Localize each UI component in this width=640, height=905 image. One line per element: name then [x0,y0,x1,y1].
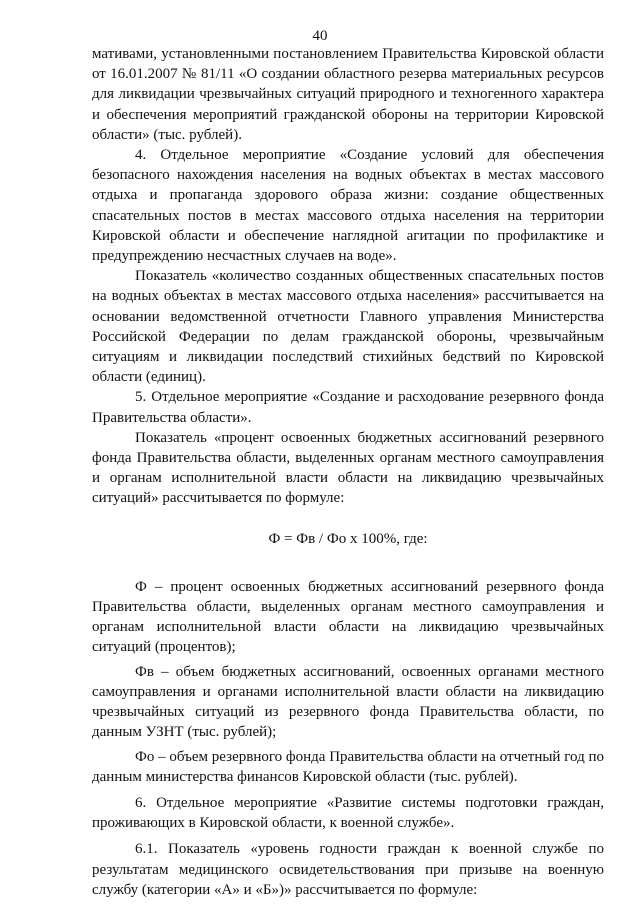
paragraph-indicator-rescue-posts: Показатель «количество созданных общественных спасательных постов на водных объектах в местах массового отдыха населения» рассчитывается на основании ведомственной отчетности Главного управления Министерства Российской Федерации по делам гражданской обороны, чрезвычайным ситуациям и ликвидации последствий стихийных бедствий по Кировской области (единиц). [92,268,604,386]
paragraph-measure-6: 6. Отдельное мероприятие «Развитие системы подготовки граждан, проживающих в Кировской области, к военной службе». [92,794,604,832]
paragraph-indicator-6-1: 6.1. Показатель «уровень годности граждан к военной службе по результатам медицинского освидетельствования при призыве на военную службу (категории «А» и «Б»)» рассчитывается по формуле: [92,841,604,898]
paragraph-measure-5: 5. Отдельное мероприятие «Создание и расходование резервного фонда Правительства области». [92,389,604,426]
paragraph-indicator-reserve-fund: Показатель «процент освоенных бюджетных ассигнований резервного фонда Правительства области, выделенных органам местного самоуправления и органам исполнительной власти области на ликвидацию чрезвычайных ситуаций» рассчитывается по формуле: [92,429,604,507]
definition-f: Ф – процент освоенных бюджетных ассигнований резервного фонда Правительства области, выделенных органам местного самоуправления и органам исполнительной власти области на ликвидацию чрезвычайных ситуаций (процентов); [92,578,604,656]
definition-fo: Фо – объем резервного фонда Правительства области на отчетный год по данным министерства финансов Кировской области (тыс. рублей). [92,748,604,785]
paragraph-measure-4: 4. Отдельное мероприятие «Создание условий для обеспечения безопасного нахождения населения на водных объектах в местах массового отдыха и пропаганда здорового образа жизни: создание общественных спасательных постов в местах массового отдыха населения на территории Кировской области и обеспечение наглядной агитации по профилактике и предупреждению несчастных случаев на воде». [92,147,604,265]
document-body [92,44,604,900]
formula: Ф = Фв / Фо х 100%, где: [268,530,428,547]
paragraph-continuation: мативами, установленными постановлением Правительства Кировской области от 16.01.2007 № 81/11 «О создании областного резерва материальных ресурсов для ликвидации чрезвычайных ситуаций природного и техногенного характера и обеспечения мероприятий гражданской обороны на территории Кировской области» (тыс. рублей). [92,46,604,143]
page-number: 40 [312,28,328,44]
definition-fv: Фв – объем бюджетных ассигнований, освоенных органами местного самоуправления и органами исполнительной власти области на ликвидацию чрезвычайных ситуаций из резервного фонда Правительства области, по данным УЗНТ (тыс. рублей); [92,663,604,741]
